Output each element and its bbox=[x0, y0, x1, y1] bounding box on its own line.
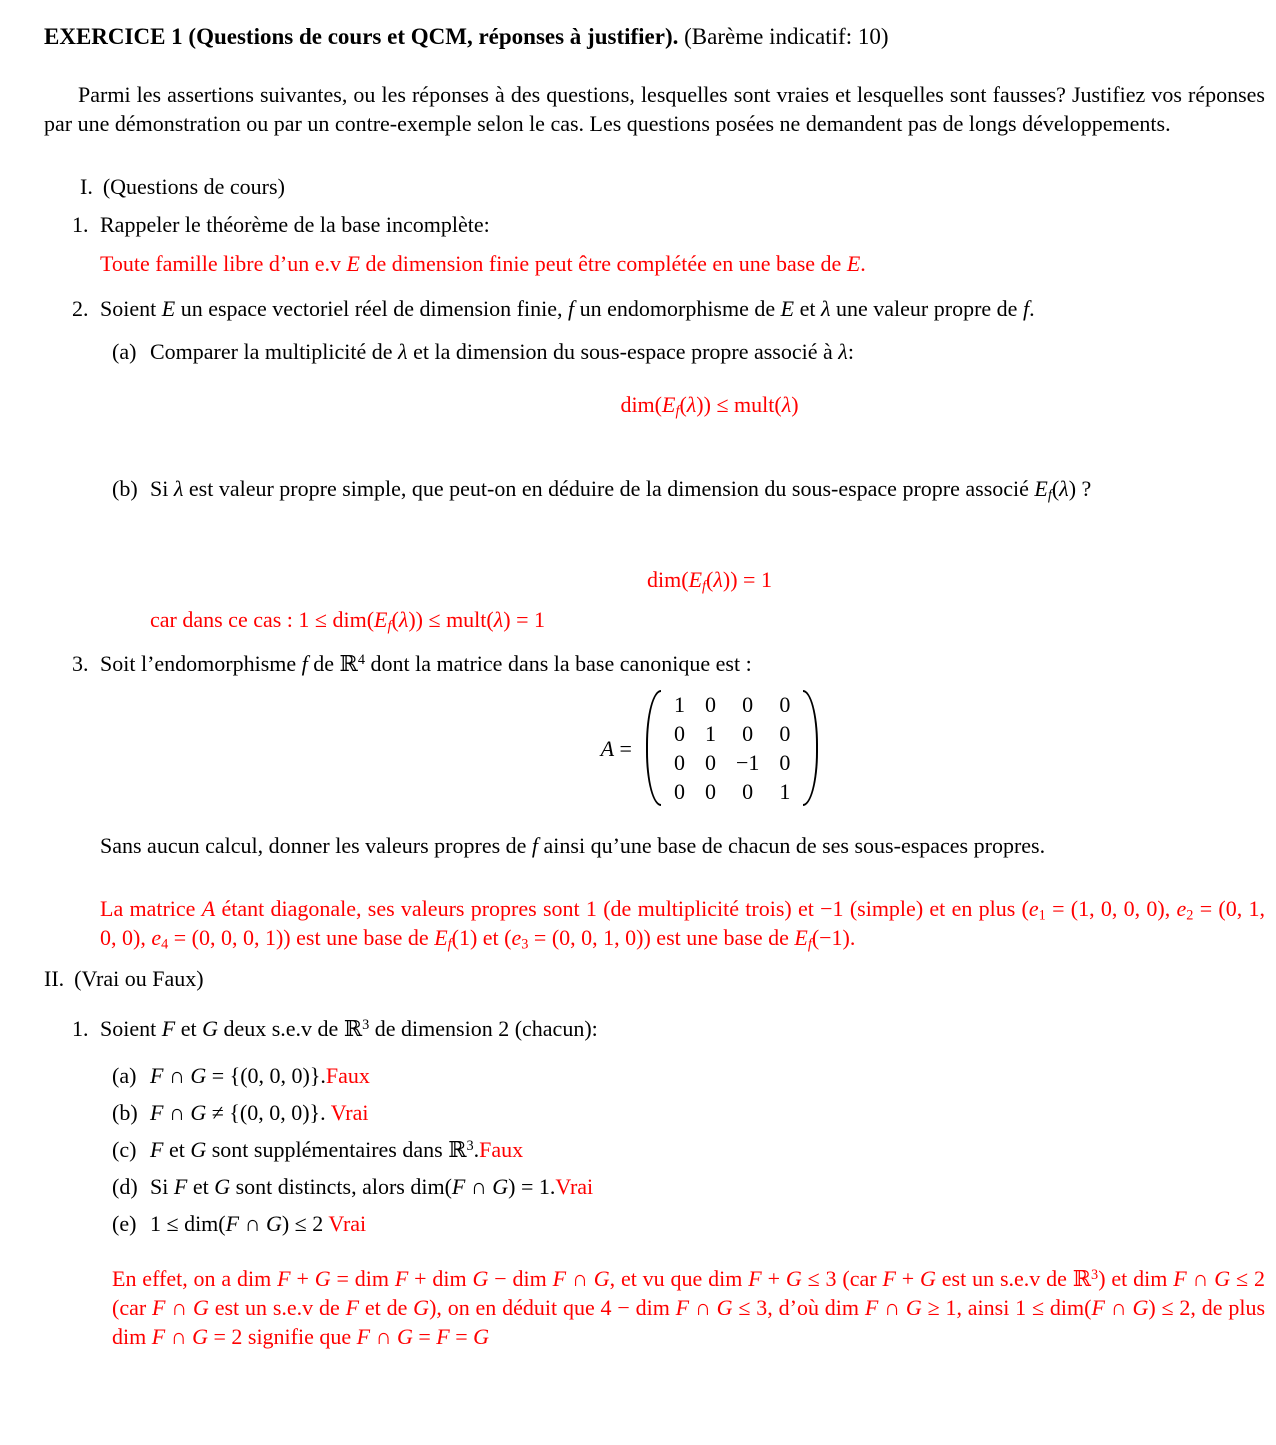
tf-item-c-label: (c) bbox=[112, 1137, 137, 1162]
question-3-answer: La matrice A étant diagonale, ses valeurs propres sont 1 (de multiplicité trois) et −1 (simple) et en plus ($e_1 = (1$, 0, 0, 0), $e_2 = (0$, 1, 0, 0), $e_4 = (0$, 0, 0, 1)) est une base de $E_f(1)$ et ($e_3 = (0$, 0, 1, 0)) est une base de $E_f(-1)$. bbox=[100, 896, 1266, 953]
matrix-cell: 0 bbox=[779, 721, 791, 746]
tf-item-d-statement: Si F et G sont distincts, alors dim(F ∩ G) = 1. bbox=[150, 1174, 556, 1199]
tf-item-d-verdict: Vrai bbox=[555, 1174, 594, 1199]
matrix-cell: 0 bbox=[742, 692, 754, 717]
section-2-question-1-text: Soient F et G deux s.e.v de ℝ$^3$ de dimension 2 (chacun): bbox=[100, 1016, 598, 1041]
question-3-number: 3. bbox=[72, 651, 89, 676]
question-2 bbox=[44, 294, 1265, 323]
matrix-row bbox=[664, 777, 800, 806]
matrix-row bbox=[664, 719, 800, 748]
question-2b bbox=[44, 474, 1265, 503]
question-2b-label: (b) bbox=[112, 476, 138, 501]
tf-item-b-label: (b) bbox=[112, 1100, 138, 1125]
matrix-cell: 1 bbox=[779, 779, 791, 804]
tf-item-a-verdict: Faux bbox=[325, 1063, 370, 1088]
matrix-cell: 1 bbox=[673, 692, 685, 717]
question-2a-text: Comparer la multiplicité de λ et la dimension du sous-espace propre associé à λ: bbox=[150, 339, 854, 364]
section-2-title: (Vrai ou Faux) bbox=[74, 966, 204, 991]
section-2-number: II. bbox=[44, 966, 65, 991]
tf-item-a-label: (a) bbox=[112, 1063, 137, 1088]
tf-item-c-verdict: Faux bbox=[479, 1137, 524, 1162]
matrix-cell: 0 bbox=[673, 721, 685, 746]
tf-item-e-verdict: Vrai bbox=[328, 1211, 367, 1236]
section-2-question-1 bbox=[44, 1014, 1265, 1043]
tf-item-c-statement: F et G sont supplémentaires dans ℝ$^3$. bbox=[150, 1137, 480, 1162]
tf-item-c bbox=[112, 1135, 1265, 1164]
matrix-entries bbox=[664, 690, 800, 806]
matrix-cell: 0 bbox=[704, 779, 716, 804]
matrix-cell: 1 bbox=[704, 721, 716, 746]
tf-item-b bbox=[112, 1098, 1265, 1127]
section-1-title: (Questions de cours) bbox=[102, 174, 285, 199]
tf-item-e-label: (e) bbox=[112, 1211, 137, 1236]
question-2a bbox=[44, 337, 1265, 366]
question-1 bbox=[44, 210, 1265, 239]
tf-item-e-statement: 1 ≤ dim(F ∩ G) ≤ 2 bbox=[150, 1211, 329, 1236]
exercise-title-main: EXERCICE 1 (Questions de cours et QCM, réponses à justifier). bbox=[44, 24, 679, 49]
matrix-cell: 0 bbox=[779, 692, 791, 717]
question-2-number: 2. bbox=[72, 296, 89, 321]
tf-item-d bbox=[112, 1172, 1265, 1201]
exercise-title bbox=[44, 22, 1265, 52]
tf-item-a bbox=[112, 1061, 1265, 1090]
question-1-answer: Toute famille libre d’un e.v E de dimension finie peut être complétée en une base de E. bbox=[100, 251, 866, 276]
question-2-text: Soient E un espace vectoriel réel de dimension finie, f un endomorphisme de E et λ une valeur propre de f. bbox=[100, 296, 1035, 321]
matrix-cell: 0 bbox=[704, 750, 716, 775]
section-1-number: I. bbox=[80, 174, 93, 199]
matrix-cell: 0 bbox=[742, 779, 754, 804]
matrix-cell: 0 bbox=[673, 750, 685, 775]
left-parenthesis bbox=[646, 690, 661, 806]
question-2b-answer-formula: $dim(E_f(\lambda)) = 1$ bbox=[647, 567, 772, 595]
tf-item-a-statement: F ∩ G = {(0, 0, 0)}. bbox=[150, 1063, 326, 1088]
question-1-number: 1. bbox=[72, 212, 89, 237]
matrix bbox=[646, 690, 818, 806]
exercise-title-bareme: (Barème indicatif: 10) bbox=[684, 24, 889, 49]
question-1-text: Rappeler le théorème de la base incomplète: bbox=[100, 212, 490, 237]
true-false-list bbox=[44, 1061, 1265, 1238]
tf-item-d-label: (d) bbox=[112, 1174, 138, 1199]
section-1-heading bbox=[44, 172, 1265, 201]
question-2a-label: (a) bbox=[112, 339, 137, 364]
matrix-row bbox=[664, 690, 800, 719]
matrix-cell: 0 bbox=[742, 721, 754, 746]
section-2-question-1-number: 1. bbox=[72, 1016, 89, 1041]
question-2b-text: Si λ est valeur propre simple, que peut-on en déduire de la dimension du sous-espace propre associé $E_f(\lambda)$ ? bbox=[150, 476, 1092, 504]
question-3-text: Soit l’endomorphisme f de ℝ$^4$ dont la matrice dans la base canonique est : bbox=[100, 651, 752, 676]
tf-item-b-statement: F ∩ G ≠ {(0, 0, 0)}. bbox=[150, 1100, 331, 1125]
intro-paragraph: Parmi les assertions suivantes, ou les réponses à des questions, lesquelles sont vraies et lesquelles sont fausses? Justifiez vos réponses par une démonstration ou par un contre-exemple selon le cas. Les questions posées ne demandent pas de longs développements. bbox=[44, 82, 1265, 136]
matrix-row bbox=[664, 748, 800, 777]
matrix-cell: 0 bbox=[779, 750, 791, 775]
tf-item-b-verdict: Vrai bbox=[330, 1100, 369, 1125]
matrix-cell: 0 bbox=[704, 692, 716, 717]
question-2a-answer-formula: $dim(E_f(\lambda))$ ≤ mult(λ) bbox=[620, 392, 799, 420]
right-parenthesis bbox=[803, 690, 818, 806]
matrix-equation bbox=[44, 690, 1265, 806]
matrix-lhs: A = bbox=[600, 735, 632, 761]
tf-item-e bbox=[112, 1209, 1265, 1238]
matrix-cell: −1 bbox=[735, 750, 760, 775]
question-3 bbox=[44, 649, 1265, 678]
section-2-heading bbox=[44, 964, 1265, 993]
true-false-justification: En effet, on a dim F + G = dim F + dim G − dim F ∩ G, et vu que dim F + G ≤ 3 (car F + G est un s.e.v de ℝ$^3$) et dim F ∩ G ≤ 2 (car F ∩ G est un s.e.v de F et de G), on en déduit que 4 − dim F ∩ G ≤ 3, d’où dim F ∩ G ≥ 1, ainsi 1 ≤ dim(F ∩ G) ≤ 2, de plus dim F ∩ G = 2 signifie que F ∩ G = F = G bbox=[112, 1266, 1266, 1349]
question-2b-answer-note: car dans ce cas : $1 \le dim(E_f(\lambda))$ ≤ mult(λ) = 1 bbox=[150, 607, 545, 635]
question-3-followup: Sans aucun calcul, donner les valeurs propres de f ainsi qu’une base de chacun de ses sous-espaces propres. bbox=[100, 833, 1046, 858]
matrix-cell: 0 bbox=[673, 779, 685, 804]
